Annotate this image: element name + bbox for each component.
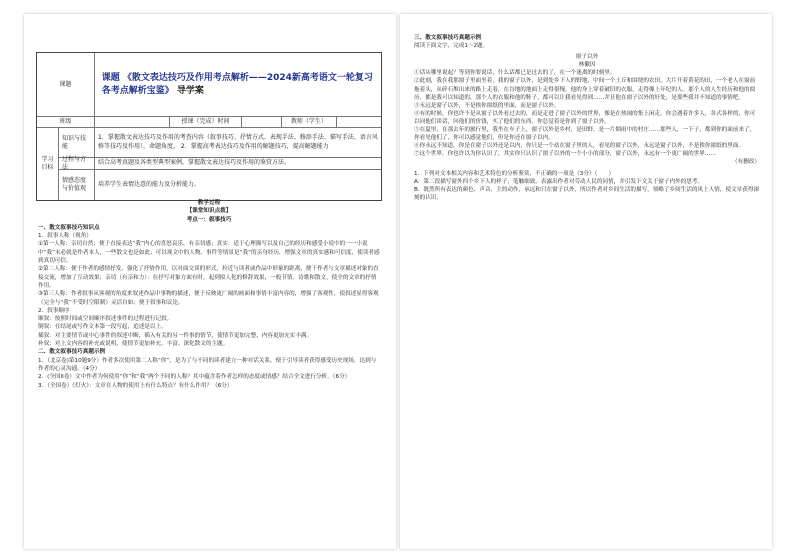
teacher-label: 教师（学生）	[282, 117, 338, 127]
article-author: 林徽因	[578, 62, 596, 69]
lesson-title	[98, 68, 378, 102]
left-body	[38, 199, 380, 390]
title-label: 课题	[37, 53, 95, 116]
right-page	[400, 14, 772, 549]
process-heading: 教学过程	[197, 200, 221, 206]
row-text-knowledge: 1．掌握散文表达技巧及作用的考查内容（叙事技巧、抒情方式、表现手法、修辞手法、描写手法、语言风格等技巧及作用），命题角度。 2．掌握高考表达技巧及作用的解题技巧，提高解题能力	[98, 134, 378, 150]
lesson-header-table	[36, 52, 382, 201]
line-3: ②第二人称：便于作者的感情抒发，强化了抒情作用，以对面交谈的形式，拉近与读者或作品中形象的距离，便于作者与文章描述对象的直接交流，增加了互动效果；亲切（有亲和力）：在抒写对象方面有时，起到拟人化的修辞效果，一般节情、诗歌和散文，使全的文章的抒情作用。	[38, 266, 379, 289]
left-page	[24, 14, 396, 549]
paragraph-5: ⑤在夏里，在那去年的旅行里，我坐在车子上，窗子以外是乡村，是田野，是一片烟雨中的村庄……那些人，一下子，都到你的面前来了，你看见他们了，你可以感觉他们，但是你还在窗子以内。	[414, 127, 756, 142]
line-2: ①第一人称：亲切自然；便于直接表达“我”内心的喜怒哀乐，有亲切感；真实：适于心理描写以及自己的经历和感受小说中的一一小说中“我”未必就是作者本人，一些散文也是如此；可以现文中的人物、事件等情景是“我”的亲身经历，增强文章的真实感和可信度，使读者感到真切可信。	[38, 241, 380, 265]
row-label-values: 情感态度与价值观	[59, 170, 95, 200]
row-label-knowledge: 知识与技能	[59, 128, 95, 157]
title-prefix: 课题	[101, 72, 120, 83]
title-main: 《散文表达技巧及作用考点解析——2024新高考语文一轮复习各考点解析宝鉴》	[101, 72, 373, 96]
line-11: 1．（北京卷)第10题9分）作者多次使用第二人称“你”，是为了与不同的读者建立一种对话关系，便于引导读者获得感受历史现场，达到与作者的心灵沟通。（4分）	[38, 357, 377, 372]
option-a: A．第二段描写窗外四个乡下人的样子，笔触细致，表露出作者对劳动人民的同情，并引发下文关于窗子内外的思考。	[414, 178, 704, 185]
paragraph-6: ⑥你永远不知道，你是在窗子以外还是以内，你只是一个站在窗子里的人，看见的窗子以外，永远是窗子以外，不是挨你窗纸的里面。	[414, 143, 745, 150]
paragraph-1: ①话从哪里说起？等到你要说话，什么话都已是过去的了，在一个迷离的时刻里。	[414, 70, 616, 77]
goals-label: 学习目标	[37, 128, 59, 200]
section-heading: 三、散文叙事技巧真题示例	[414, 35, 482, 41]
option-b: B．既然所有表达的颜色、声音、主的动作，承远和只在窗子以外，所以作者对乡间生活的描写，领略了乡间生活的风土人情，使文章获得深刻的认识。	[414, 186, 760, 201]
line-8: 插叙：对主要情节或中心事件的叙述中断，插入有关的另一件事的情节，使情节更加完整，内容更加充实丰满。	[38, 332, 313, 339]
row-text-process: 结合高考真题及各类型典型案例，掌握散文表达技巧及作用的鉴赏方法。	[98, 159, 291, 167]
question-1: 1．下列对文本相关内容和艺术特色的分析鉴赏，不正确的一项是（3分）（ ）	[414, 170, 615, 177]
title-suffix: 导学案	[176, 85, 204, 96]
line-13: 3．（全国卷）《灯火》：文章在人物的使用上有什么特点？有什么作用？（6分）	[38, 382, 233, 389]
paragraph-4: ④有的时候，你也许不是从窗子以外看过去的，而是走进了窗子以外的世界，像是在热闹的集上闲走，你会遇着许多人，各式各样的，你可以同他们谈话，问他们的价钱，买了他们的东西，你总觉着是你到了窗子以外。	[414, 110, 756, 125]
line-4: ③第三人称：作者叙事从客观的角度来叙述作品中事物的描述，便于反映更广阔的画面和事情丰富内容的，增强了客观性，使叙述显得客观（完全与“我”不受时空限制）灵活自如；便于叙事和议论。	[38, 291, 379, 306]
class-label: 班级	[37, 117, 95, 127]
paragraph-2: ②此刻，我在我那窗子里面坐着，我的窗子以外，是到处乡下人的野地，中间一个土丘和围绕的农田，大片开着黄花的田，一个老人在窗前拖着头，从碎石堆出来的路上走着，在谷地的地面上走得很慢，他的身上穿着破旧的衣服，走得像上年纪的人。那个人的人生经历和他的阅历，都是我可以知道的，那个人的衣服和他的鞋子，都可以让我看见得到……并且他在窗子以外的好处，是那些我并不知道的事情吧。	[414, 78, 756, 101]
row-label-process: 过程与方法	[59, 158, 95, 169]
time-label: 授课（完成）时间	[170, 117, 242, 127]
line-5: 2．叙事顺序	[38, 307, 70, 314]
line-0: 一、散文叙事技巧知识点	[38, 224, 100, 231]
line-7: 倒叙：在结尾或写作文本第一段写起，追述是以上。	[38, 324, 167, 331]
line-10: 二、散文叙事技巧真题示例	[38, 349, 106, 356]
article-source: （有删改）	[732, 159, 760, 166]
line-12: 2．(全国II卷）文中作者为何使用“你”和“我”两个不同的人称？其中蕴含着作者怎样的态度或情感？结合全文进行分析。（6分）	[38, 374, 351, 381]
right-body	[414, 34, 760, 202]
line-1: 1．叙事人称（视角）	[38, 233, 92, 240]
article-title: 窗子以外	[575, 54, 599, 61]
kaodian-heading: 考点一：叙事技巧	[186, 216, 232, 223]
line-9: 补叙：对上文内容的补充或说明，使情节更加补充、丰富、深化散文的主题。	[38, 341, 229, 348]
article-body	[414, 69, 760, 166]
paragraph-3: ③永远是窗子以外，不是挨你窗纸的里面，而是窗子以外。	[414, 102, 560, 109]
line-6: 顺叙：按照时间或空间顺序叙述事件的过程进行记叙。	[38, 316, 173, 323]
row-text-values: 培养学生表情达意的能力及分析能力。	[98, 180, 201, 188]
paragraph-7: ⑦这个世界，你也许以为你认识了，其实你只认识了窗子以外的一个小小的部分，窗子以外，永远有一个更广阔的世界……	[414, 151, 717, 158]
reading-prompt: 阅读下面文字，完成1～2题。	[414, 43, 489, 50]
knowledge-heading: 【课堂知识点拨】	[186, 208, 232, 215]
